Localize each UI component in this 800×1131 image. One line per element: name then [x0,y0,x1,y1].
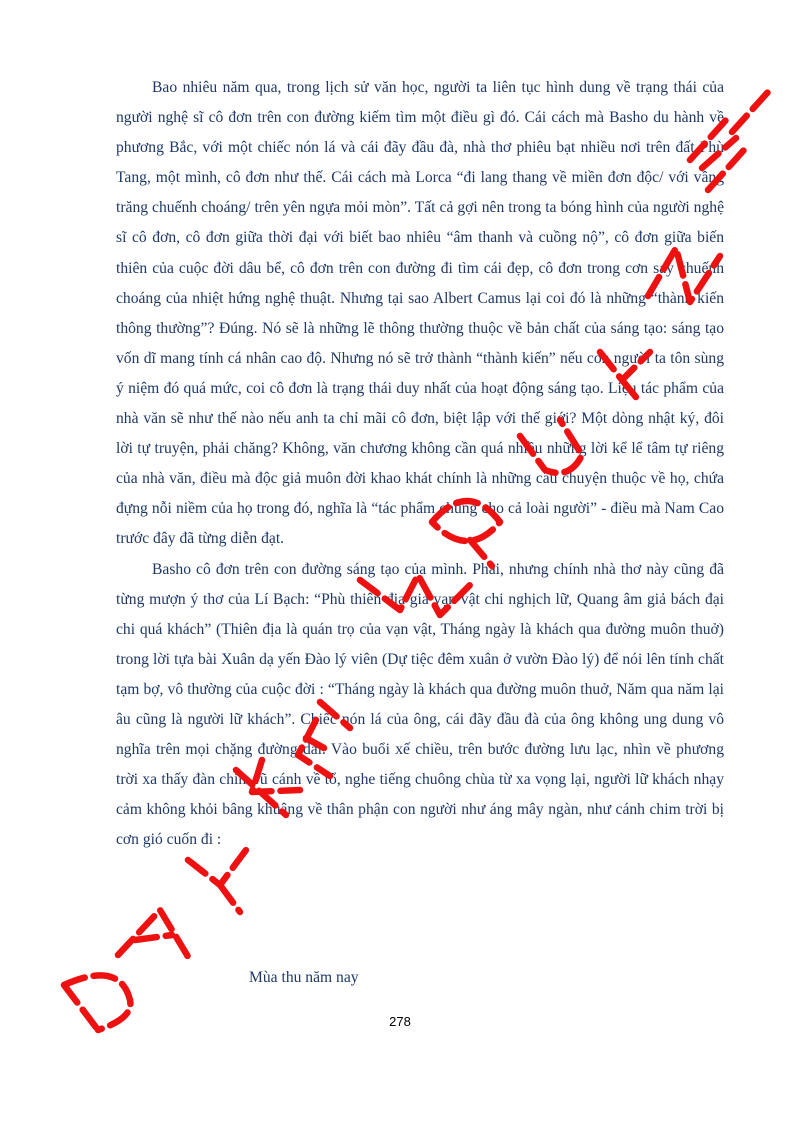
body-text [116,73,724,855]
watermark-letter-end [732,92,768,132]
paragraph-1: Bao nhiêu năm qua, trong lịch sử văn học, người ta liên tục hình dung về trạng thái của người nghệ sĩ cô đơn trên con đường kiếm tìm một điều gì đó. Cái cách mà Basho du hành về phương Bắc, với một chiếc nón lá và cái đãy đầu đà, nhà thơ phiêu bạt nhiều nơi trên đất Phù Tang, một mình, cô đơn như thế. Cái cách mà Lorca “đi lang thang về miền đơn độc/ với vầng trăng chuếnh choáng/ trên yên ngựa mỏi mòn”. Tất cả gợi nên trong ta bóng hình của người nghệ sĩ cô đơn, cô đơn giữa thời đại với biết bao nhiêu “âm thanh và cuồng nộ”, cô đơn giữa biến thiên của cuộc đời dâu bể, cô đơn trên con đường đi tìm cái đẹp, cô đơn trong cơn say chuếnh choáng của nhiệt hứng nghệ thuật. Nhưng tại sao Albert Camus lại coi đó là những “thành kiến thông thường”? Đúng. Nó sẽ là những lẽ thông thường thuộc về bản chất của sáng tạo: sáng tạo vốn dĩ mang tính cá nhân cao độ. Nhưng nó sẽ trở thành “thành kiến” nếu con người ta tôn sùng ý niệm đó quá mức, coi cô đơn là trạng thái duy nhất của hoạt động sáng tạo. Liệu tác phẩm của nhà văn sẽ như thế nào nếu anh ta chỉ mãi cô đơn, biệt lập với thế giới? Một dòng nhật ký, đôi lời tự truyện, phải chăng? Không, văn chương không cần quá nhiều những lời kể lể tâm tự riêng của nhà văn, điều mà độc giả muôn đời khao khát chính là những câu chuyện thuộc về họ, chứa đựng nỗi niềm của họ trong đó, nghĩa là “tác phẩm chung cho cả loài người” - điều mà Nam Cao trước đây đã từng diễn đạt. [116,79,724,548]
paragraph-2: Basho cô đơn trên con đường sáng tạo của mình. Phải, nhưng chính nhà thơ này cũng đã từng mượn ý thơ của Lí Bạch: “Phù thiên địa giả vạn vật chi nghịch lữ, Quang âm giả bách đại chi quá khách” (Thiên địa là quán trọ của vạn vật, Tháng ngày là khách qua đường muôn thuở) trong lời tựa bài Xuân dạ yến Đào lý viên (Dự tiệc đêm xuân ở vườn Đào lý) để nói lên tính chất tạm bợ, vô thường của cuộc đời : “Tháng ngày là khách qua đường muôn thuở, Năm qua năm lại âu cũng là người lữ khách”. Chiếc nón lá của ông, cái đãy đầu đà của ông không ung dung vô nghĩa trên mọi chặng đường dài. Vào buổi xế chiều, trên bước đường lưu lạc, nhìn về phương trời xa thấy đàn chim rũ cánh về tổ, nghe tiếng chuông chùa từ xa vọng lại, người lữ khách nhạy cảm không khỏi bâng khuâng về thân phận con người như áng mây ngàn, như cánh chim trời bị cơn gió cuốn đi : [116,560,724,849]
verse-line: Mùa thu năm nay [249,969,359,986]
watermark-letter-a [118,910,190,960]
watermark-letter-y [188,850,246,912]
page-number: 278 [389,1014,411,1029]
